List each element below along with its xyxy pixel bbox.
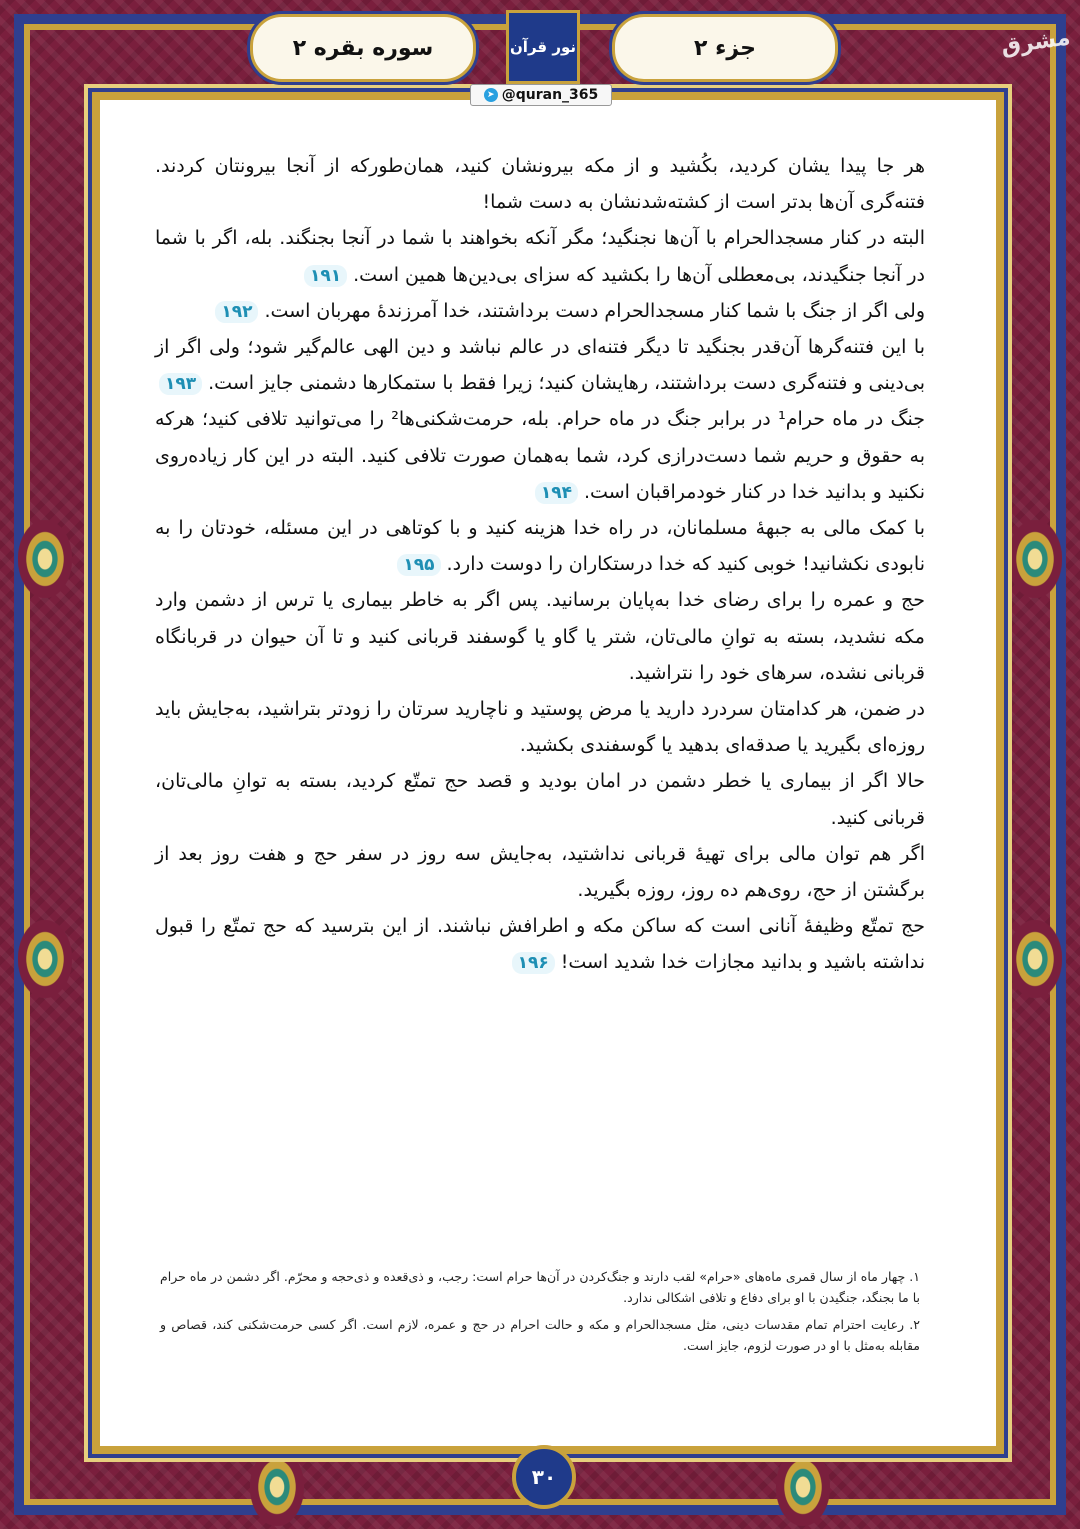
juz-label: جزء ۲	[612, 14, 838, 82]
verse-text: در ضمن، هر کدامتان سردرد دارید یا مرض پوستید و ناچارید سرتان را زودتر بتراشید، به‌جایش باید روزه‌ای بگیرید یا صدقه‌ای بدهید یا گوسفندی بکشید.	[155, 698, 925, 757]
footnotes	[160, 1266, 920, 1362]
page-number: ۳۰	[512, 1445, 576, 1509]
footnote: ۲. رعایت احترام تمام مقدسات دینی، مثل مسجدالحرام و مکه و حالت احرام در حج و عمره، لازم است. اگر کسی حرمت‌شکنی کند، قصاص و مقابله به‌مثل با او در صورت لزوم، جایز است.	[160, 1317, 920, 1353]
handle-text: @quran_365	[501, 87, 599, 103]
verse-paragraph	[155, 908, 925, 980]
aya-number: ۱۹۱	[304, 265, 347, 287]
verse-paragraph	[155, 691, 925, 763]
verse-paragraph	[155, 510, 925, 582]
aya-number: ۱۹۲	[215, 301, 258, 323]
verse-paragraph	[155, 582, 925, 691]
verse-paragraph	[155, 763, 925, 835]
surah-label: سوره بقره ۲	[250, 14, 476, 82]
translation-text	[155, 148, 925, 981]
aya-number: ۱۹۵	[397, 554, 440, 576]
medallion-ornament	[1008, 920, 1062, 998]
telegram-handle[interactable]	[470, 84, 612, 106]
medallion-ornament	[1008, 520, 1062, 598]
verse-text: حج و عمره را برای رضای خدا به‌پایان برسانید. پس اگر به خاطر بیماری یا ترس از دشمن وارد مکه نشدید، بسته به توانِ مالی‌تان، شتر یا گاو یا گوسفند قربانی کنید و تا آن حیوان در قربانگاه قربانی نشده، سرهای خود را نتراشید.	[155, 589, 925, 684]
logo: نور قرآن	[506, 10, 580, 84]
medallion-ornament	[18, 520, 72, 598]
verse-text: جنگ در ماه حرام¹ در برابر جنگ در ماه حرام. بله، حرمت‌شکنی‌ها² را می‌توانید تلافی کنید؛ هرکه به حقوق و حریم شما دست‌درازی کرد، شما به‌همان صورت تلافی کنید. البته در این کار زیاده‌روی نکنید و بدانید خدا در کنار خودمراقبان است.	[155, 408, 925, 503]
watermark: مشرق	[999, 25, 1072, 60]
medallion-ornament	[776, 1448, 830, 1526]
verse-paragraph	[155, 220, 925, 292]
verse-paragraph	[155, 148, 925, 220]
verse-text: اگر هم توان مالی برای تهیهٔ قربانی نداشتید، به‌جایش سه روز در سفر حج و هفت روز بعد از برگشتن از حج، روی‌هم ده روز، روزه بگیرید.	[155, 842, 925, 902]
verse-text: هر جا پیدا یشان کردید، بکُشید و از مکه بیرونشان کنید، همان‌طورکه از آنجا بیرونتان کردند. فتنه‌گری آن‌ها بدتر است از کشته‌شدنشان به دست شما!	[155, 155, 925, 214]
medallion-ornament	[250, 1448, 304, 1526]
verse-text: با کمک مالی به جبههٔ مسلمانان، در راه خدا هزینه کنید و با کوتاهی در این مسئله، خودتان را به نابودی نکشانید! خوبی کنید که خدا درستکاران را دوست دارد.	[155, 517, 925, 576]
verse-paragraph	[155, 329, 925, 401]
aya-number: ۱۹۳	[159, 373, 202, 395]
verse-text: با این فتنه‌گرها آن‌قدر بجنگید تا دیگر فتنه‌ای در عالم نباشد و دین الهی عالم‌گیر شود؛ ولی اگر از بی‌دینی و فتنه‌گری دست برداشتند، رهایشان کنید؛ زیرا فقط با ستمکارها دشمنی جایز است.	[155, 336, 925, 395]
verse-paragraph	[155, 836, 925, 908]
telegram-icon: ➤	[484, 88, 498, 102]
verse-text: البته در کنار مسجدالحرام با آن‌ها نجنگید؛ مگر آنکه بخواهند با شما در آنجا بجنگند. بله، اگر با شما در آنجا جنگیدند، بی‌معطلی آن‌ها را بکشید که سزای بی‌دین‌ها همین است.	[155, 227, 925, 286]
aya-number: ۱۹۶	[512, 952, 555, 974]
footnote: ۱. چهار ماه از سال قمری ماه‌های «حرام» لقب دارند و جنگ‌کردن در آن‌ها حرام است: رجب، و ذی‌قعده و ذی‌حجه و محرّم. اگر دشمن در ماه حرام با ما بجنگد، جنگیدن با او برای دفاع و تلافی اشکالی ندارد.	[160, 1269, 920, 1305]
verse-text: ولی اگر از جنگ با شما کنار مسجدالحرام دست برداشتند، خدا آمرزندهٔ مهربان است.	[264, 299, 925, 322]
aya-number: ۱۹۴	[535, 482, 578, 504]
verse-paragraph	[155, 401, 925, 510]
medallion-ornament	[18, 920, 72, 998]
verse-text: حج تمتّع وظیفهٔ آنانی است که ساکن مکه و اطرافش نباشند. از این بترسید که حج تمتّع را قبول نداشته باشید و بدانید مجازات خدا شدید است!	[155, 915, 925, 974]
verse-text: حالا اگر از بیماری یا خطر دشمن در امان بودید و قصد حج تمتّع کردید، بسته به توانِ مالی‌تان، قربانی کنید.	[155, 770, 925, 829]
verse-paragraph	[155, 293, 925, 329]
